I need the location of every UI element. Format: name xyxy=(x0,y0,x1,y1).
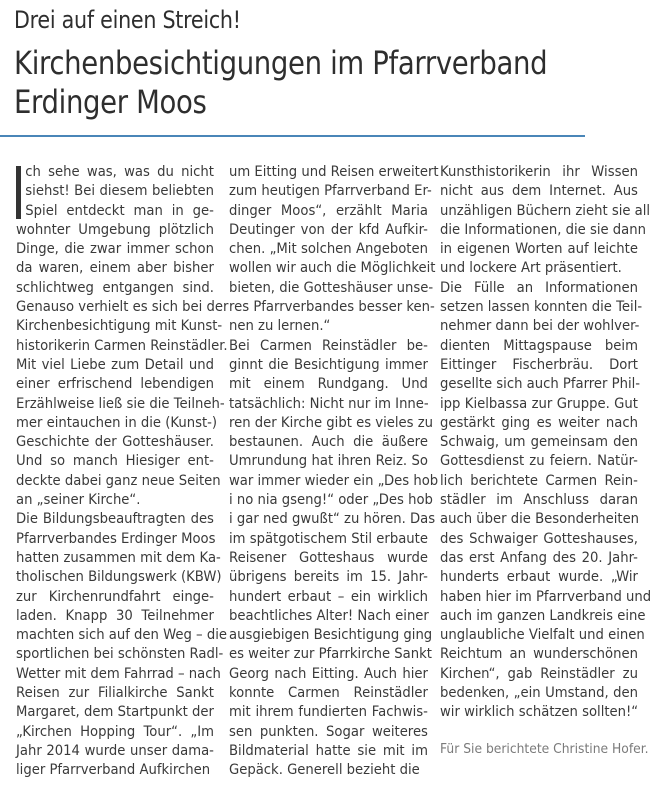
text-line: auch über die Besonderheiten xyxy=(440,511,640,528)
text-line: Schwaig, um gemeinsam den xyxy=(440,434,638,451)
text-line: beachtliches Alter! Nach einer xyxy=(229,607,429,624)
text-line: Erzählweise ließ sie die Teilneh- xyxy=(16,395,225,412)
text-line: in eigenen Worten auf leichte xyxy=(440,241,638,258)
text-line: konnte Carmen Reinstädler xyxy=(229,685,428,702)
text-line: Geschichte der Gotteshäuser. xyxy=(16,434,214,451)
text-line: lich berichtete Carmen Rein- xyxy=(440,472,638,489)
text-line: übrigens bereits im 15. Jahr- xyxy=(229,569,428,586)
text-line: Bildmaterial hatte sie mit im xyxy=(229,742,428,759)
text-line: gestärkt ging es weiter nach xyxy=(440,414,638,431)
text-line: laden. Knapp 30 Teilnehmer xyxy=(16,607,214,624)
text-line: mit einem Rundgang. Und xyxy=(229,376,428,393)
text-line: mit ihrem fundierten Fachwis- xyxy=(229,704,428,721)
text-line: Bei Carmen Reinstädler be- xyxy=(229,337,428,354)
text-line: und lockere Art präsentiert. xyxy=(440,260,622,277)
text-line: gesellte sich auch Pfarrer Phil- xyxy=(440,376,641,393)
text-line: im spätgotischem Stil erbaute xyxy=(229,530,428,547)
text-line: historikerin Carmen Reinstädler. xyxy=(16,337,228,354)
article-title xyxy=(14,44,547,122)
text-line: Die Fülle an Informationen xyxy=(440,279,638,296)
text-line: Margaret, dem Startpunkt der xyxy=(16,704,214,721)
text-line: Spiel entdeckt man in ge- xyxy=(25,202,214,219)
text-line: i no nia gseng!“ oder „Des hob xyxy=(229,492,433,509)
title-divider xyxy=(0,135,585,137)
text-line: Kirchenbesichtigung mit Kunst- xyxy=(16,318,223,335)
text-line: Deutinger von der kfd Aufkir- xyxy=(229,221,428,238)
text-line: hatten zusammen mit dem Ka- xyxy=(16,549,221,566)
text-line: ch sehe was, was du nicht xyxy=(25,164,214,180)
text-line: unzähligen Büchern zieht sie all xyxy=(440,202,651,219)
text-line: Dinge, die zwar immer schon xyxy=(16,241,214,258)
text-line: wir wirklich schätzen sollten!“ xyxy=(440,704,639,721)
text-line: Georg nach Eitting. Auch hier xyxy=(229,665,428,682)
text-line: setzen lassen konnten die Teil- xyxy=(440,299,643,316)
text-line: sportlichen bei schönsten Radl- xyxy=(16,646,224,663)
text-line: tholischen Bildungswerk (KBW) xyxy=(16,569,222,586)
byline: Für Sie berichtete Christine Hofer. xyxy=(440,741,649,757)
text-line: res Pfarrverbandes besser ken- xyxy=(229,299,435,316)
text-line: an „seiner Kirche“. xyxy=(16,492,141,509)
text-line: es weiter zur Pfarrkirche Sankt xyxy=(229,646,432,663)
text-line: auch im ganzen Landkreis eine xyxy=(440,607,646,624)
text-line: hundert erbaut – ein wirklich xyxy=(229,588,428,605)
text-line: ipp Kielbassa zur Gruppe. Gut xyxy=(440,395,638,412)
text-line: das erst Anfang des 20. Jahr- xyxy=(440,549,638,566)
text-line: bestaunen. Auch die äußere xyxy=(229,434,428,451)
text-line: hunderts erbaut wurde. „Wir xyxy=(440,569,638,586)
text-line: Eittinger Fischerbräu. Dort xyxy=(440,356,638,373)
text-line: Gepäck. Generell bezieht die xyxy=(229,762,420,779)
text-line: die Informationen, die sie dann xyxy=(440,221,646,238)
text-line: Reisen zur Filialkirche Sankt xyxy=(16,685,214,702)
column-body xyxy=(229,163,439,781)
text-line: einer erfrischend lebendigen xyxy=(16,376,214,393)
text-line: Gottesdienst zu feiern. Natür- xyxy=(440,453,638,470)
text-line: bieten, die Gotteshäuser unse- xyxy=(229,279,434,296)
text-line: zum heutigen Pfarrverband Er- xyxy=(229,183,432,200)
text-line: Reichtum an wunderschönen xyxy=(440,646,638,663)
text-line: machten sich auf den Weg – die xyxy=(16,627,228,644)
text-line: Umrundung hat ihren Reiz. So xyxy=(229,453,428,470)
text-line: siehst! Bei diesem beliebten xyxy=(25,183,214,200)
text-line: war immer wieder ein „Des hob xyxy=(229,472,439,489)
text-line: „Kirchen Hopping Tour“. „Im xyxy=(16,723,214,740)
text-line: chen. „Mit solchen Angeboten xyxy=(229,241,428,258)
text-line: wohnter Umgebung plötzlich xyxy=(16,221,214,238)
text-line: nehmer dann bei der wohlver- xyxy=(440,318,640,335)
text-line: Kirchen“, gab Reinstädler zu xyxy=(440,665,638,682)
text-line: ausgiebigen Besichtigung ging xyxy=(229,627,433,644)
text-line: mer eintauchen in die (Kunst-) xyxy=(16,414,218,431)
text-line: ren der Kirche gibt es vieles zu xyxy=(229,414,434,431)
text-line: i gar ned gwußt“ zu hören. Das xyxy=(229,511,436,528)
text-line: nicht aus dem Internet. Aus xyxy=(440,183,638,200)
text-line: bedenken, „ein Umstand, den xyxy=(440,685,638,702)
text-line: Und so manch Hiesiger ent- xyxy=(16,453,214,470)
text-column-3 xyxy=(440,163,651,759)
text-line: Mit viel Liebe zum Detail und xyxy=(16,356,214,373)
text-line: städler im Anschluss daran xyxy=(440,492,638,509)
text-line: da waren, einem aber bisher xyxy=(16,260,214,277)
text-line: wollen wir auch die Möglichkeit xyxy=(229,260,436,277)
article-kicker: Drei auf einen Streich! xyxy=(14,6,241,34)
text-line: ginnt die Besichtigung immer xyxy=(229,356,428,373)
text-line: unglaubliche Vielfalt und einen xyxy=(440,627,645,644)
text-line: dinger Moos“, erzählt Maria xyxy=(229,202,428,219)
text-line: Reisener Gotteshaus wurde xyxy=(229,549,428,566)
text-line: haben hier im Pfarrverband und xyxy=(440,588,651,605)
text-line: schlichtweg entgangen sind. xyxy=(16,279,214,296)
text-line: um Eitting und Reisen erweitert xyxy=(229,164,439,180)
text-line: des Schwaiger Gotteshauses, xyxy=(440,530,638,547)
text-line: Genauso verhielt es sich bei der xyxy=(16,299,229,316)
text-column-2 xyxy=(229,163,439,781)
text-line: Kunsthistorikerin ihr Wissen xyxy=(440,164,638,180)
column-body xyxy=(440,163,651,723)
text-column-1 xyxy=(16,163,229,781)
title-line: Kirchenbesichtigungen im Pfarrverband xyxy=(14,44,548,82)
text-line: deckte dabei ganz neue Seiten xyxy=(16,472,221,489)
text-line: Pfarrverbandes Erdinger Moos xyxy=(16,530,216,547)
text-line: zur Kirchenrundfahrt einge- xyxy=(16,588,214,605)
text-line: Wetter mit dem Fahrrad – nach xyxy=(16,665,221,682)
text-line: Jahr 2014 wurde unser dama- xyxy=(16,742,214,759)
text-line: nen zu lernen.“ xyxy=(229,318,331,335)
text-line: tatsächlich: Nicht nur im Inne- xyxy=(229,395,429,412)
title-line: Erdinger Moos xyxy=(14,83,207,121)
text-line: dienten Mittagspause beim xyxy=(440,337,638,354)
column-body xyxy=(16,163,229,781)
text-line: sen punkten. Sogar weiteres xyxy=(229,723,428,740)
text-line: Die Bildungsbeauftragten des xyxy=(16,511,214,528)
text-line: liger Pfarrverband Aufkirchen xyxy=(16,762,211,779)
